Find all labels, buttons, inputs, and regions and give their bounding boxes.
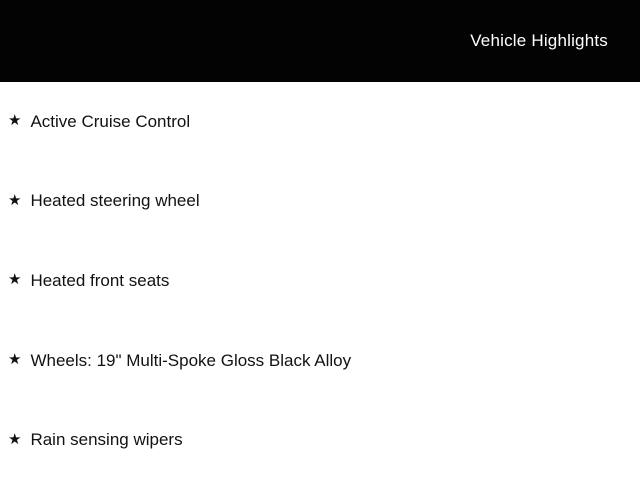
- list-item-label: Heated steering wheel: [30, 191, 200, 211]
- list-item-label: Heated front seats: [30, 270, 170, 290]
- list-item: [0, 162, 640, 242]
- list-item: [0, 82, 640, 162]
- highlights-list: [0, 82, 640, 480]
- star-icon: ★: [8, 271, 22, 289]
- list-item: [0, 321, 640, 401]
- list-item: [0, 400, 640, 480]
- star-icon: ★: [8, 112, 22, 130]
- star-icon: ★: [8, 430, 22, 448]
- page-title: Vehicle Highlights: [470, 31, 608, 50]
- list-item-label: Active Cruise Control: [30, 111, 191, 131]
- star-icon: ★: [8, 351, 22, 369]
- list-item: [0, 241, 640, 321]
- header: [0, 0, 640, 82]
- star-icon: ★: [8, 191, 22, 209]
- list-item-label: Rain sensing wipers: [30, 430, 183, 450]
- list-item-label: Wheels: 19" Multi-Spoke Gloss Black Alloy: [30, 350, 352, 370]
